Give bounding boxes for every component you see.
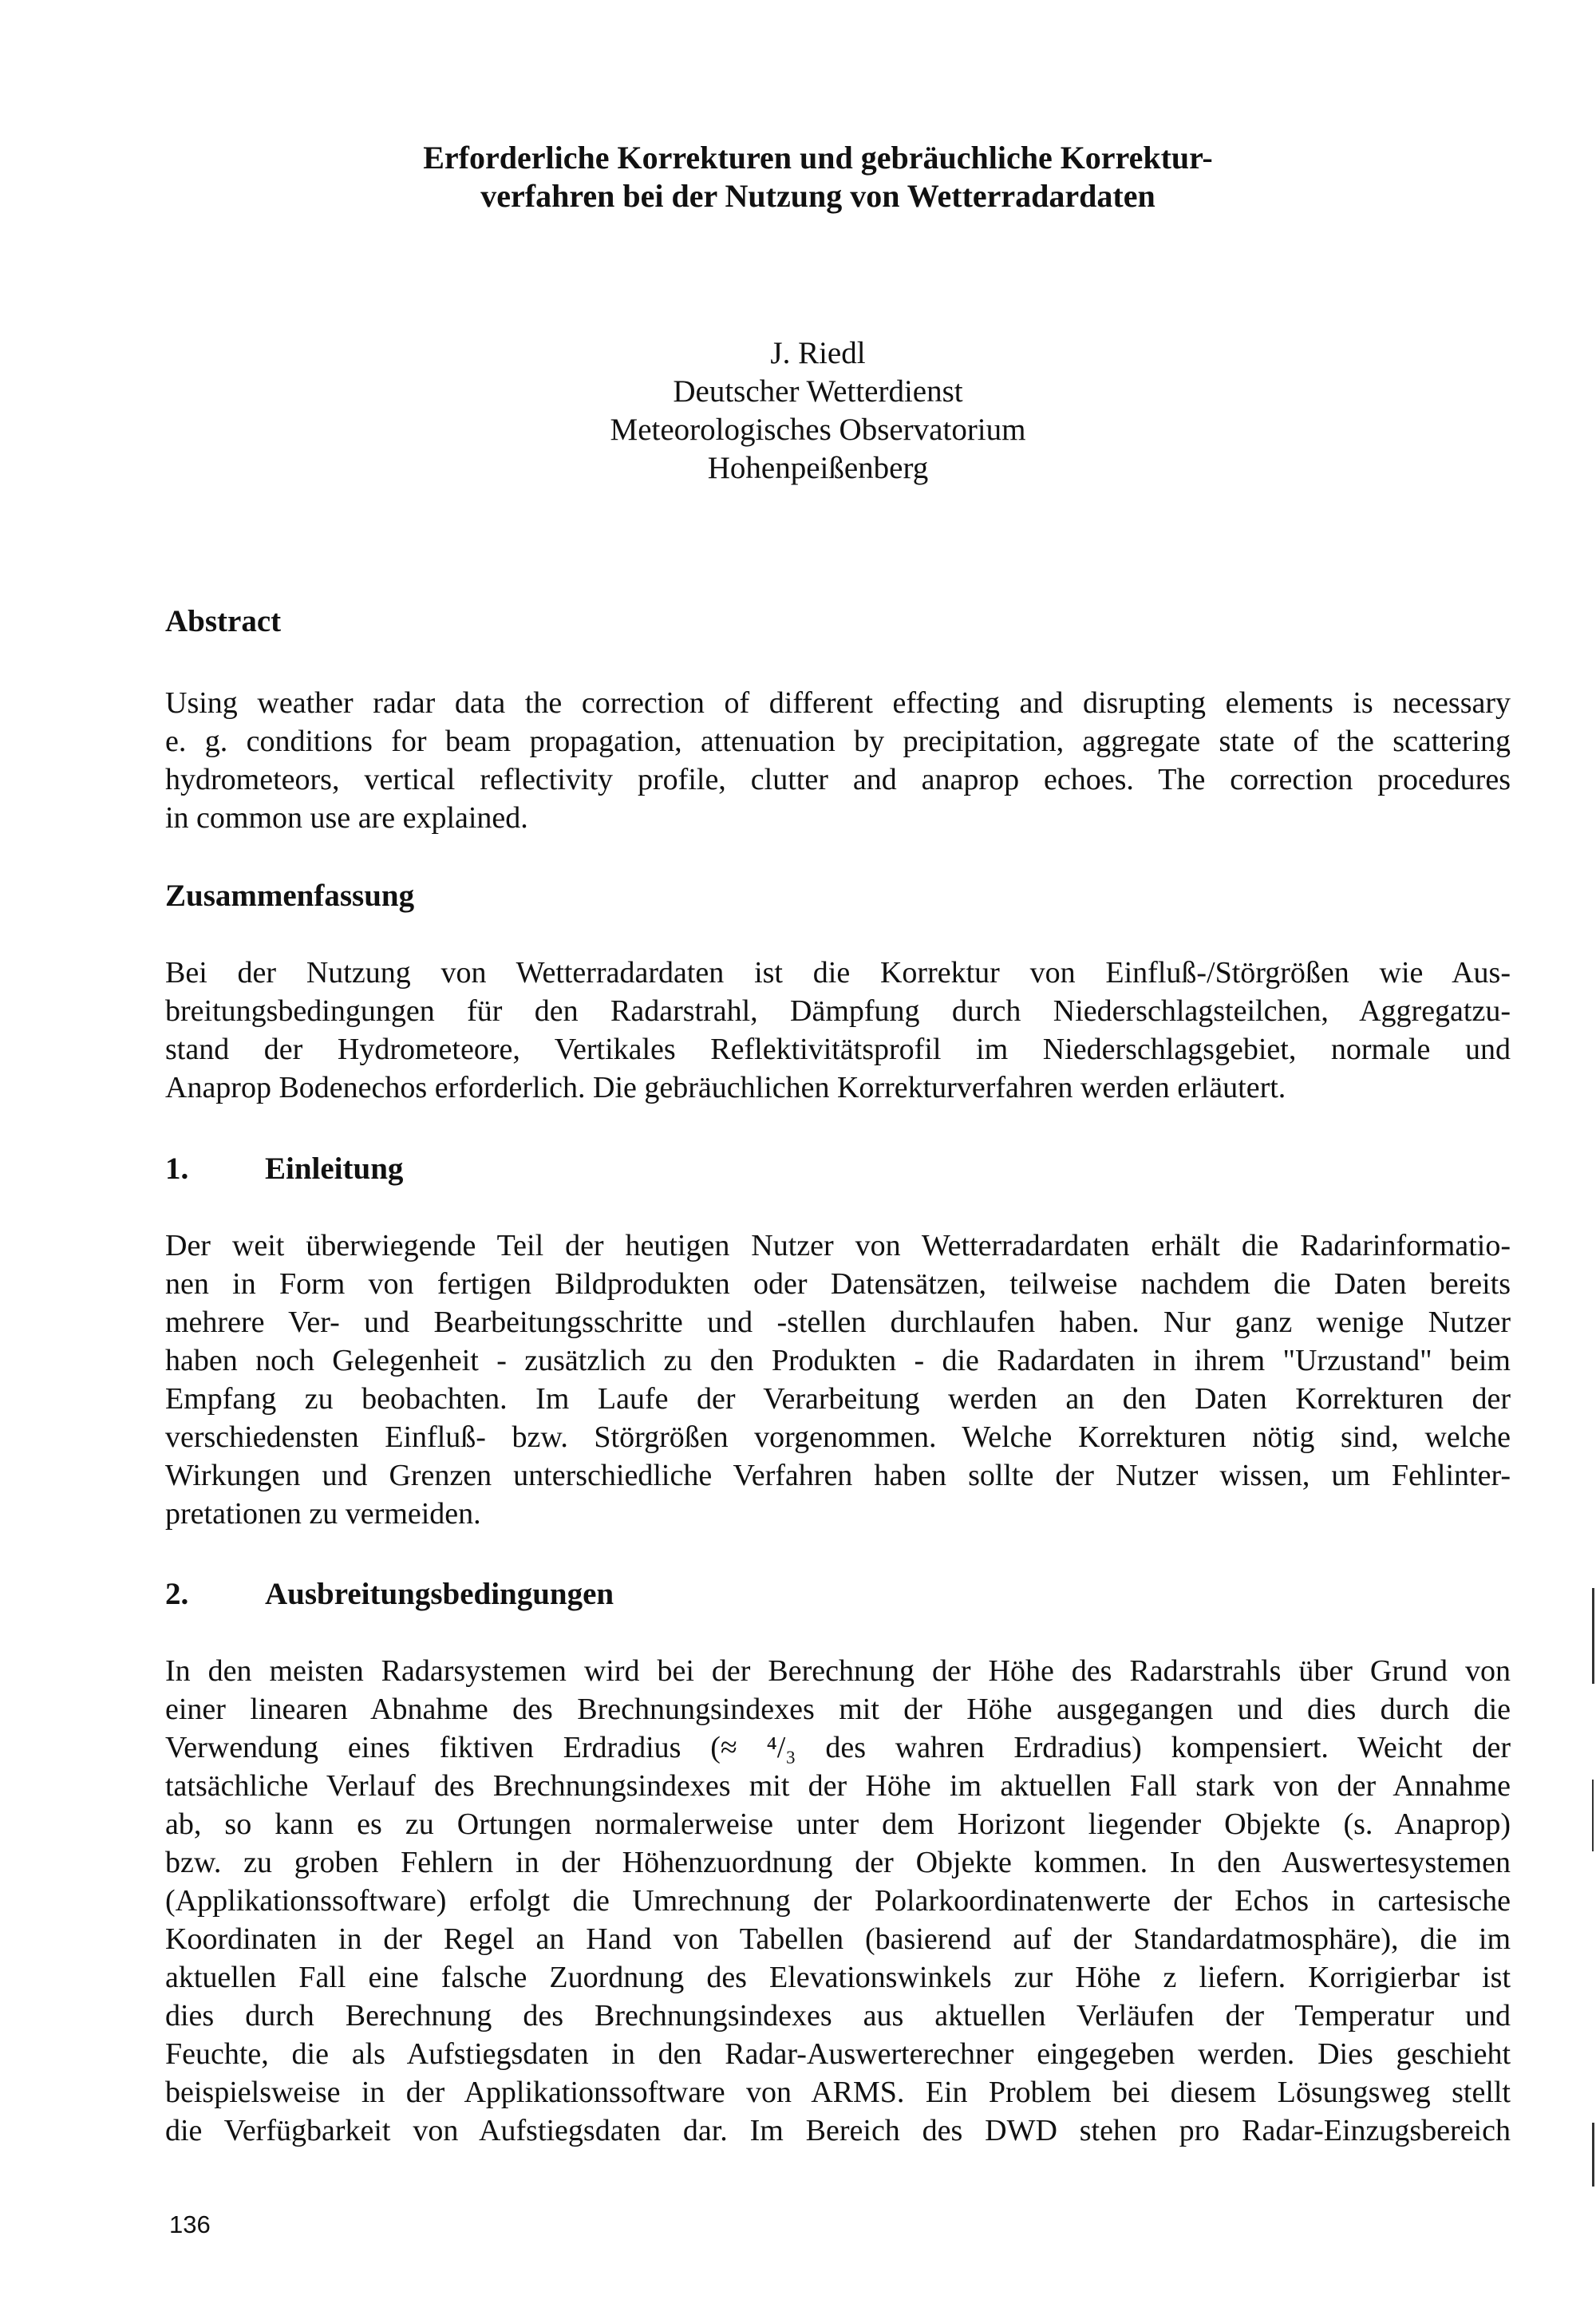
text-line: dies durch Berechnung des Brechnungsindexes aus aktuellen Verläufen der Temperatur und xyxy=(165,1999,1511,2033)
text-line: beispielsweise in der Applikationssoftware von ARMS. Ein Problem bei diesem Lösungsweg stellt xyxy=(165,2076,1511,2109)
text-line: einer linearen Abnahme des Brechnungsindexes mit der Höhe ausgegangen und dies durch die xyxy=(165,1693,1511,1726)
scan-edge-mark xyxy=(1592,1588,1594,1684)
section-2-heading xyxy=(165,1575,614,1614)
text-line: nen in Form von fertigen Bildprodukten oder Datensätzen, teilweise nachdem die Daten bereits xyxy=(165,1267,1511,1301)
section-2-title: Ausbreitungsbedingungen xyxy=(265,1577,614,1611)
text-line: pretationen zu vermeiden. xyxy=(165,1497,481,1531)
text-line: die Verfügbarkeit von Aufstiegsdaten dar. Im Bereich des DWD stehen pro Radar-Einzugsbereich xyxy=(165,2114,1511,2147)
text-line: ab, so kann es zu Ortungen normalerweise unter dem Horizont liegender Objekte (s. Anaprop) xyxy=(165,1807,1511,1841)
text-line: Der weit überwiegende Teil der heutigen Nutzer von Wetterradardaten erhält die Radarinformatio- xyxy=(165,1229,1511,1262)
text-line: Verwendung eines fiktiven Erdradius (≈ ⁴/₃ des wahren Erdradius) kompensiert. Weicht der xyxy=(165,1731,1511,1764)
scan-edge-mark xyxy=(1592,2123,1594,2187)
abstract-paragraph xyxy=(165,684,1511,837)
author-organization: Deutscher Wetterdienst xyxy=(673,374,963,409)
text-line: Empfang zu beobachten. Im Laufe der Verarbeitung werden an den Daten Korrekturen der xyxy=(165,1382,1511,1416)
text-line: hydrometeors, vertical reflectivity profile, clutter and anaprop echoes. The correction procedures xyxy=(165,763,1511,796)
page-number: 136 xyxy=(169,2210,211,2238)
text-line: in common use are explained. xyxy=(165,801,528,835)
text-line: breitungsbedingungen für den Radarstrahl, Dämpfung durch Niederschlagsteilchen, Aggregatzu- xyxy=(165,994,1511,1028)
author-place: Hohenpeißenberg xyxy=(707,451,929,485)
section-2-paragraph xyxy=(165,1652,1511,2150)
author-department: Meteorologisches Observatorium xyxy=(610,413,1026,447)
section-1-title: Einleitung xyxy=(265,1152,404,1186)
zusammenfassung-paragraph xyxy=(165,954,1511,1107)
text-line: Wirkungen und Grenzen unterschiedliche Verfahren haben sollte der Nutzer wissen, um Fehlinter- xyxy=(165,1459,1511,1492)
text-line: Using weather radar data the correction of different effecting and disrupting elements is necessary xyxy=(165,686,1511,720)
text-line: bzw. zu groben Fehlern in der Höhenzuordnung der Objekte kommen. In den Auswertesystemen xyxy=(165,1846,1511,1879)
scan-edge-mark xyxy=(1592,1780,1594,1851)
section-2-number: 2. xyxy=(165,1577,189,1611)
abstract-heading: Abstract xyxy=(165,604,282,638)
section-1-number: 1. xyxy=(165,1152,189,1186)
text-line: Feuchte, die als Aufstiegsdaten in den Radar-Auswerterechner eingegeben werden. Dies geschieht xyxy=(165,2037,1511,2071)
zusammenfassung-heading: Zusammenfassung xyxy=(165,879,415,913)
title-line-1: Erforderliche Korrekturen und gebräuchliche Korrektur- xyxy=(423,140,1213,176)
text-line: verschiedensten Einfluß- bzw. Störgrößen vorgenommen. Welche Korrekturen nötig sind, welche xyxy=(165,1420,1511,1454)
text-line: (Applikationssoftware) erfolgt die Umrechnung der Polarkoordinatenwerte der Echos in cartesische xyxy=(165,1884,1511,1918)
text-line: tatsächliche Verlauf des Brechnungsindexes mit der Höhe im aktuellen Fall stark von der Annahme xyxy=(165,1769,1511,1803)
text-line: In den meisten Radarsystemen wird bei der Berechnung der Höhe des Radarstrahls über Grund von xyxy=(165,1654,1511,1688)
text-line: mehrere Ver- und Bearbeitungsschritte und -stellen durchlaufen haben. Nur ganz wenige Nutzer xyxy=(165,1306,1511,1339)
text-line: aktuellen Fall eine falsche Zuordnung des Elevationswinkels zur Höhe z liefern. Korrigierbar ist xyxy=(165,1961,1511,1994)
text-line: e. g. conditions for beam propagation, attenuation by precipitation, aggregate state of the scattering xyxy=(165,725,1511,758)
text-line: haben noch Gelegenheit - zusätzlich zu den Produkten - die Radardaten in ihrem "Urzustand" beim xyxy=(165,1344,1511,1377)
section-1-paragraph xyxy=(165,1227,1511,1533)
text-line: Anaprop Bodenechos erforderlich. Die gebräuchlichen Korrekturverfahren werden erläutert. xyxy=(165,1071,1286,1104)
section-1-heading xyxy=(165,1150,403,1188)
title-line-2: verfahren bei der Nutzung von Wetterradardaten xyxy=(480,178,1156,214)
text-line: Bei der Nutzung von Wetterradardaten ist die Korrektur von Einfluß-/Störgrößen wie Aus- xyxy=(165,956,1511,990)
text-line: Koordinaten in der Regel an Hand von Tabellen (basierend auf der Standardatmosphäre), die im xyxy=(165,1922,1511,1956)
author-name: J. Riedl xyxy=(770,336,866,370)
text-line: stand der Hydrometeore, Vertikales Reflektivitätsprofil im Niederschlagsgebiet, normale und xyxy=(165,1033,1511,1066)
